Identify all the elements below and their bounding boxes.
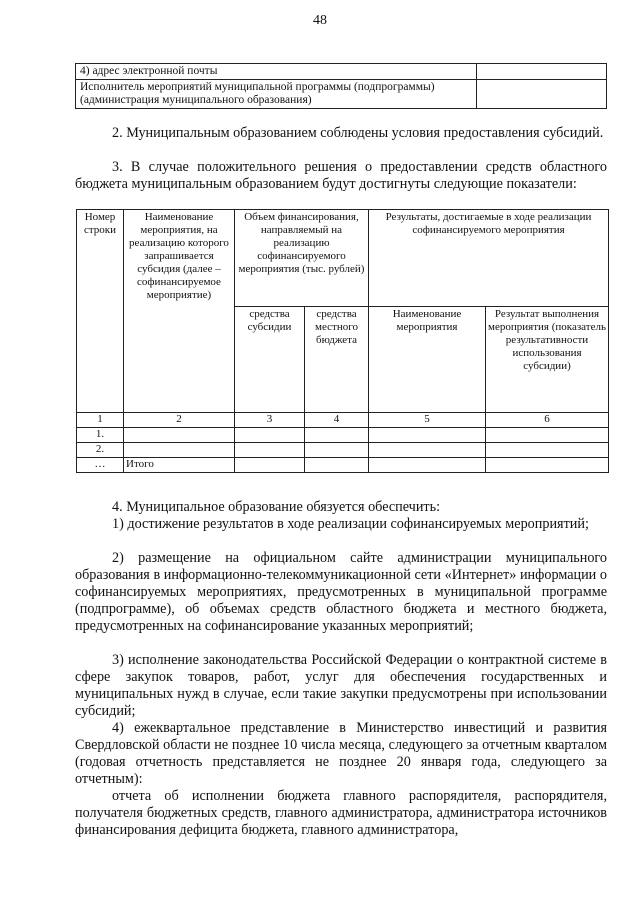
- row-number: …: [77, 458, 124, 473]
- row-number: 1.: [77, 428, 124, 443]
- column-number: 6: [486, 413, 609, 428]
- header-results: Результаты, достигаемые в ходе реализации софинансируемого мероприятия: [369, 210, 609, 307]
- contact-info-table: [75, 63, 607, 109]
- row-number: 2.: [77, 443, 124, 458]
- paragraph-2: 2. Муниципальным образованием соблюдены условия предоставления субсидий.: [112, 125, 604, 141]
- header-subsidy-funds: средства субсидии: [235, 307, 305, 413]
- column-number: 2: [124, 413, 235, 428]
- email-label-cell: 4) адрес электронной почты: [76, 64, 477, 80]
- email-value-cell: [477, 64, 607, 80]
- table-row: [76, 80, 607, 109]
- column-number: 1: [77, 413, 124, 428]
- header-result-value: Результат выполнения мероприятия (показатель результативности использования субсидии): [486, 307, 609, 413]
- total-label: Итого: [124, 458, 235, 473]
- indicators-table: [76, 209, 609, 473]
- column-number: 5: [369, 413, 486, 428]
- header-funding: Объем финансирования, направляемый на реализацию софинансируемого мероприятия (тыс. рублей): [235, 210, 369, 307]
- header-row-number: Номер строки: [77, 210, 124, 413]
- header-local-funds: средства местного бюджета: [305, 307, 369, 413]
- section-4-item-3: 3) исполнение законодательства Российской Федерации о контрактной системе в сфере закупок товаров, работ, услуг для обеспечения государственных и муниципальных нужд в случае, если такие закупки предусмотрены при использовании субсидий;: [75, 652, 607, 719]
- paragraph-3: 3. В случае положительного решения о предоставлении средств областного бюджета муниципальным образованием будут достигнуты следующие показатели:: [75, 159, 607, 192]
- table-row: [77, 443, 609, 458]
- section-4-item-4: 4) ежеквартальное представление в Министерство инвестиций и развития Свердловской области не позднее 10 числа месяца, следующего за отчетным кварталом (годовая отчетность представляется не позднее 20 января года, следующего за отчетным):: [75, 720, 607, 787]
- section-4-item-4-sub: отчета об исполнении бюджета главного распорядителя, распорядителя, получателя бюджетных средств, главного администратора, администратора источников финансирования дефицита бюджета, главного администратора,: [75, 788, 607, 838]
- section-4-item-2: 2) размещение на официальном сайте администрации муниципального образования в информационно-телекоммуникационной сети «Интернет» информации о софинансируемых мероприятиях, предусмотренных в муниципальной программе (подпрограмме), об объемах средств областного бюджета и местного бюджета, предусмотренных на софинансирование указанных мероприятий;: [75, 550, 607, 634]
- table-row: [77, 428, 609, 443]
- header-result-event-name: Наименование мероприятия: [369, 307, 486, 413]
- section-4-intro: 4. Муниципальное образование обязуется обеспечить:: [112, 499, 441, 515]
- page-number: 48: [313, 13, 327, 28]
- table-row: [77, 458, 609, 473]
- row-name: [124, 443, 235, 458]
- header-event-name: Наименование мероприятия, на реализацию которого запрашивается субсидия (далее – софинансируемое мероприятие): [124, 210, 235, 413]
- executor-value-cell: [477, 80, 607, 109]
- column-number: 4: [305, 413, 369, 428]
- table-row: [76, 64, 607, 80]
- section-4-item-1: 1) достижение результатов в ходе реализации софинансируемых мероприятий;: [112, 516, 589, 532]
- column-number-row: [77, 413, 609, 428]
- executor-label-cell: Исполнитель мероприятий муниципальной программы (подпрограммы) (администрация муниципального образования): [76, 80, 477, 109]
- row-name: [124, 428, 235, 443]
- column-number: 3: [235, 413, 305, 428]
